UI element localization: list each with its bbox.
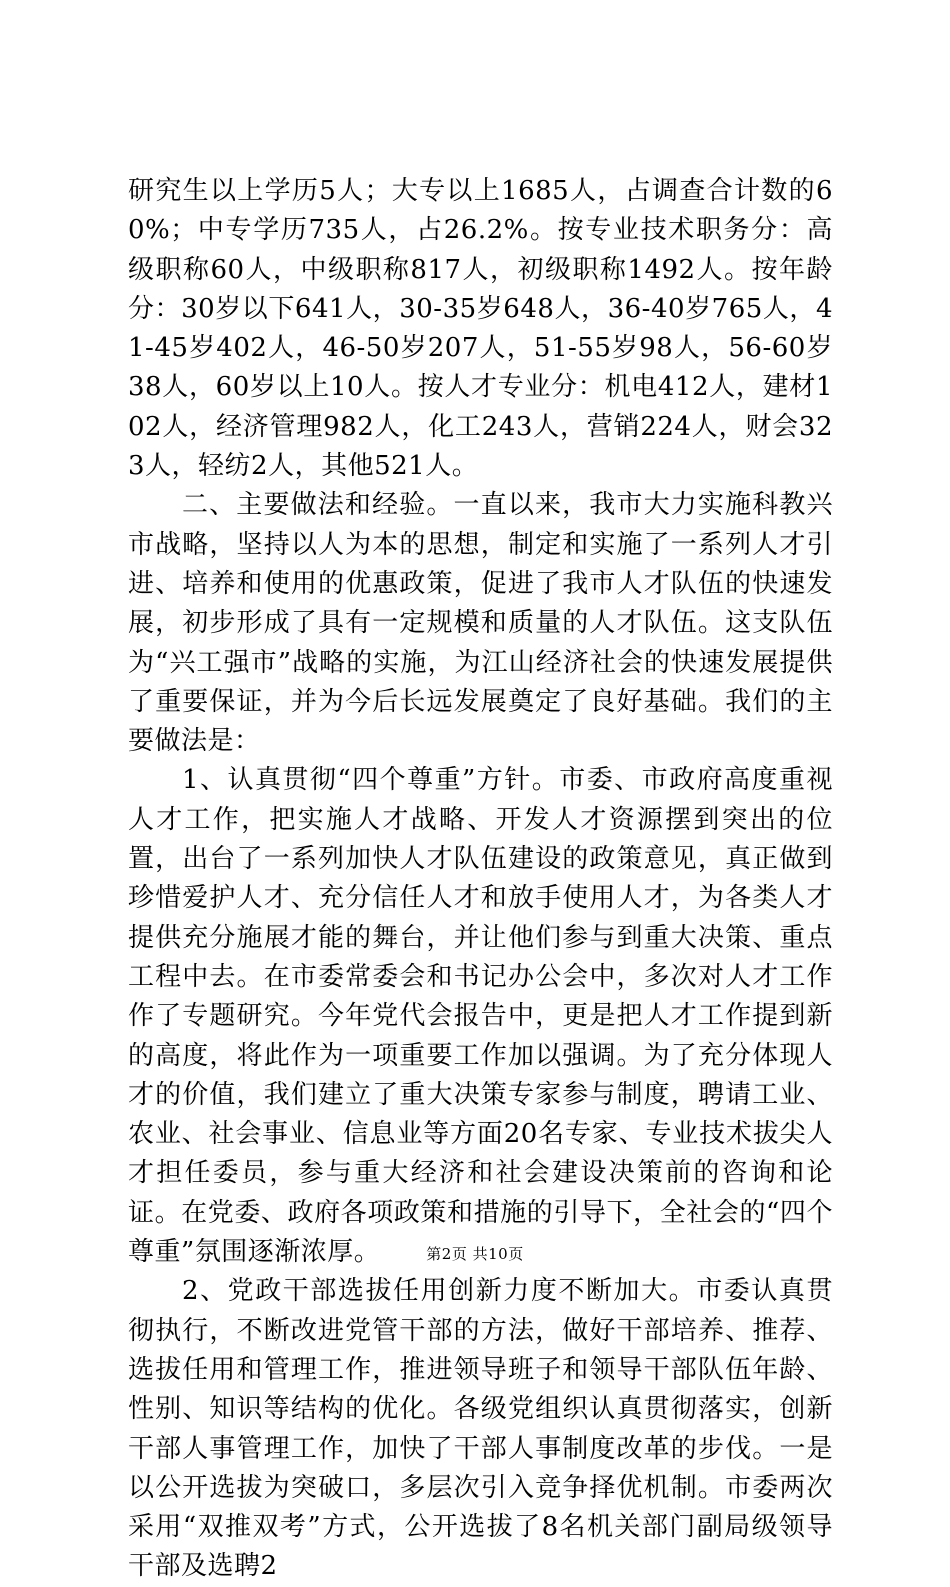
paragraph-cadre-selection: 2、党政干部选拔任用创新力度不断加大。市委认真贯彻执行，不断改进党管干部的方法，做好干部培养、推荐、选拔任用和管理工作，推进领导班子和领导干部队伍年龄、性别、知识等结构的优化。各级党组织认真贯彻落实，创新干部人事管理工作，加快了干部人事制度改革的步伐。一是以公开选拔为突破口，多层次引入竞争择优机制。市委两次采用“双推双考”方式，公开选拔了8名机关部门副局级领导干部及选聘2 [128, 1276, 833, 1582]
paragraph-main-practices: 二、主要做法和经验。一直以来，我市大力实施科教兴市战略，坚持以人为本的思想，制定和实施了一系列人才引进、培养和使用的优惠政策，促进了我市人才队伍的快速发展，初步形成了具有一定规模和质量的人才队伍。这支队伍为“兴工强市”战略的实施，为江山经济社会的快速发展提供了重要保证，并为今后长远发展奠定了良好基础。我们的主要做法是： [128, 490, 833, 757]
paragraph-four-respects: 1、认真贯彻“四个尊重”方针。市委、市政府高度重视人才工作，把实施人才战略、开发人才资源摆到突出的位置，出台了一系列加快人才队伍建设的政策意见，真正做到珍惜爱护人才、充分信任人才和放手使用人才，为各类人才提供充分施展才能的舞台，并让他们参与到重大决策、重点工程中去。在市委常委会和书记办公会中，多次对人才工作作了专题研究。今年党代会报告中，更是把人才工作提到新的高度，将此作为一项重要工作加以强调。为了充分体现人才的价值，我们建立了重大决策专家参与制度，聘请工业、农业、社会事业、信息业等方面20名专家、专业技术拔尖人才担任委员，参与重大经济和社会建设决策前的咨询和论证。在党委、政府各项政策和措施的引导下，全社会的“四个尊重”氛围逐渐浓厚。 [128, 765, 833, 1268]
paragraph-statistics: 研究生以上学历5人；大专以上1685人，占调查合计数的60%；中专学历735人，占26.2%。按专业技术职务分：高级职称60人，中级职称817人，初级职称1492人。按年龄分：30岁以下641人，30-35岁648人，36-40岁765人，41-45岁402人，46-50岁207人，51-55岁98人，56-60岁38人，60岁以上10人。按人才专业分：机电412人，建材102人，经济管理982人，化工243人，营销224人，财会323人，轻纺2人，其他521人。 [128, 176, 833, 482]
page-number-footer: 第2页 共10页 [426, 1245, 524, 1263]
document-body [128, 172, 833, 1587]
